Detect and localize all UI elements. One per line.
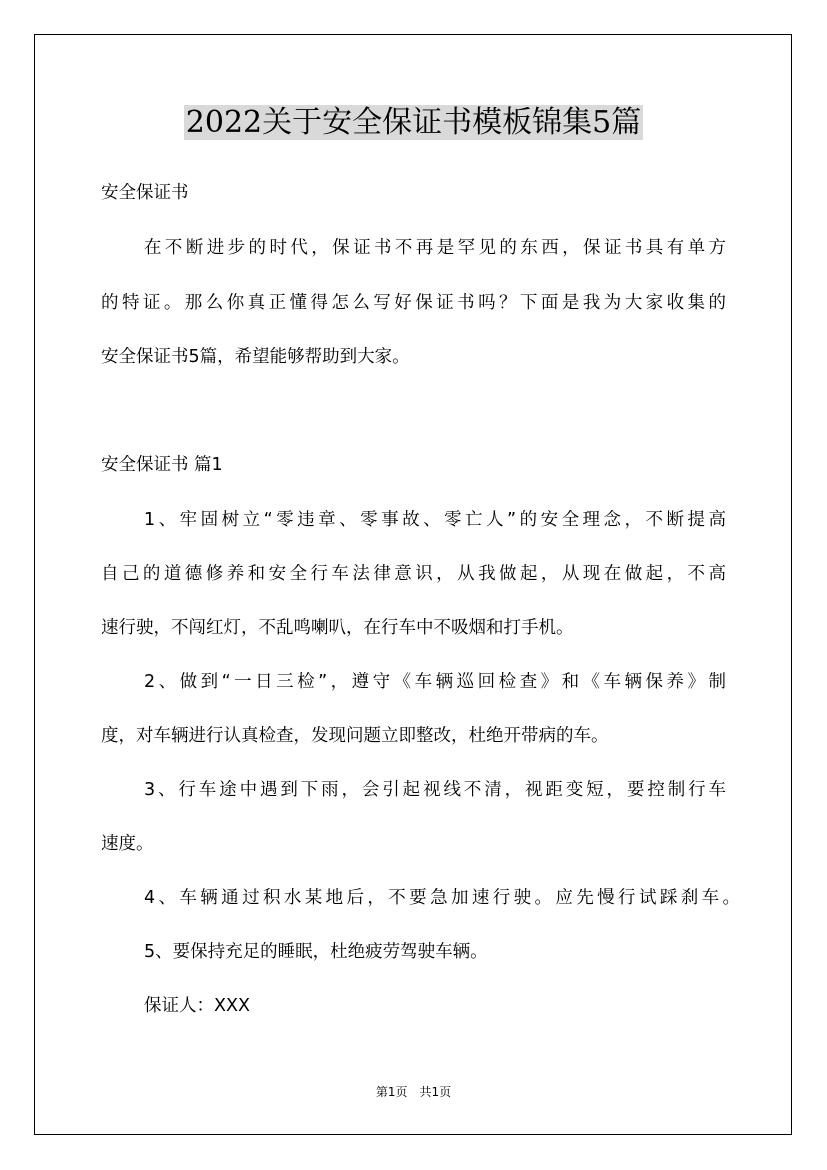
page-footer: 第1页 共1页 [375,1085,452,1099]
body-line-5: 度，对车辆进行认真检查，发现问题立即整改，杜绝开带病的车。 [101,726,609,746]
body-line-3: 速行驶，不闯红灯，不乱鸣喇叭，在行车中不吸烟和打手机。 [101,618,574,638]
body-line-7: 速度。 [101,834,154,854]
document-title [0,100,827,146]
body-line-9: 5、要保持充足的睡眠，杜绝疲劳驾驶车辆。 [144,942,488,962]
intro-line-1: 在不断进步的时代，保证书不再是罕见的东西，保证书具有单方 [144,238,726,258]
intro-line-3: 安全保证书5篇，希望能够帮助到大家。 [101,347,410,367]
section-heading: 安全保证书 篇1 [101,455,223,475]
guarantor-line: 保证人：XXX [144,996,250,1016]
body-line-1: 1、牢固树立“零违章、零事故、零亡人”的安全理念，不断提高 [144,510,726,530]
body-line-2: 自己的道德修养和安全行车法律意识，从我做起，从现在做起，不高 [101,564,726,584]
intro-line-2: 的特证。那么你真正懂得怎么写好保证书吗？下面是我为大家收集的 [101,293,726,313]
document-title-text: 2022关于安全保证书模板锦集5篇 [185,105,642,140]
body-line-6: 3、行车途中遇到下雨，会引起视线不清，视距变短，要控制行车 [144,780,726,800]
body-line-8: 4、车辆通过积水某地后，不要急加速行驶。应先慢行试踩刹车。 [144,888,740,908]
body-line-4: 2、做到“一日三检”，遵守《车辆巡回检查》和《车辆保养》制 [144,672,726,692]
intro-heading: 安全保证书 [101,183,189,203]
